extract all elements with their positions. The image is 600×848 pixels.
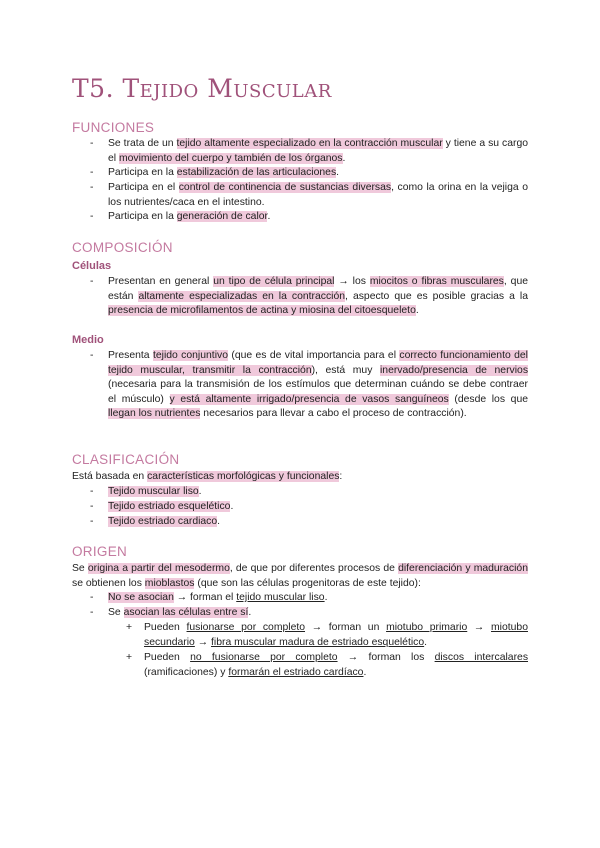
list-item: + Pueden no fusionarse por completo → forman los discos intercalares (ramificaciones) y formarán el estriado cardíaco. [126,652,529,678]
list-item: - Se asocian las células entre sí. [90,607,252,618]
list-item: + Pueden fusionarse por completo → forman un miotubo primario → miotubo secundario → fibra muscular madura de estriado esquelético. [126,622,528,648]
section-heading-composicion: COMPOSICIÓN [72,240,173,255]
page-title: T5. Tejido Muscular [72,74,332,103]
list-item: - Tejido estriado esquelético. [90,501,234,512]
subheading-celulas: Células [72,260,112,272]
subheading-medio: Medio [72,334,104,346]
paragraph: Se origina a partir del mesodermo, de que por diferentes procesos de diferenciación y maduración se obtienen los mioblastos (que son las células progenitoras de este tejido): [72,563,528,589]
section-heading-funciones: FUNCIONES [72,120,155,135]
list-item: - Tejido estriado cardiaco. [90,516,221,527]
section-heading-origen: ORIGEN [72,544,128,559]
list-item: - Participa en la generación de calor. [90,211,271,222]
section-heading-clasificacion: CLASIFICACIÓN [72,452,180,467]
list-item: - Tejido muscular liso. [90,486,202,497]
list-item: - Presenta tejido conjuntivo (que es de vital importancia para el correcto funcionamiento del tejido muscular, transmitir la contracción), está muy inervado/presencia de nervios (necesaria para la transmisión de los estímulos que determinan cuándo se debe contraer el músculo) y está altamente irrigado/presencia de vasos sanguíneos (desde los que llegan los nutrientes necesarios para llevar a cabo el proceso de contracción). [90,350,529,420]
paragraph: Está basada en características morfológicas y funcionales: [72,471,343,482]
list-item: - No se asocian → forman el tejido muscular liso. [90,592,328,603]
list-item: - Participa en el control de continencia de sustancias diversas, como la orina en la vejiga o los nutrientes/caca en el intestino. [90,182,528,208]
list-item: - Participa en la estabilización de las articulaciones. [90,167,340,178]
list-item: - Presentan en general un tipo de célula principal → los miocitos o fibras musculares, que están altamente especializadas en la contracción, aspecto que es posible gracias a la presencia de microfilamentos de actina y miosina del citoesqueleto. [90,276,528,317]
list-item: - Se trata de un tejido altamente especializado en la contracción muscular y tiene a su cargo el movimiento del cuerpo y también de los órganos. [90,138,529,164]
